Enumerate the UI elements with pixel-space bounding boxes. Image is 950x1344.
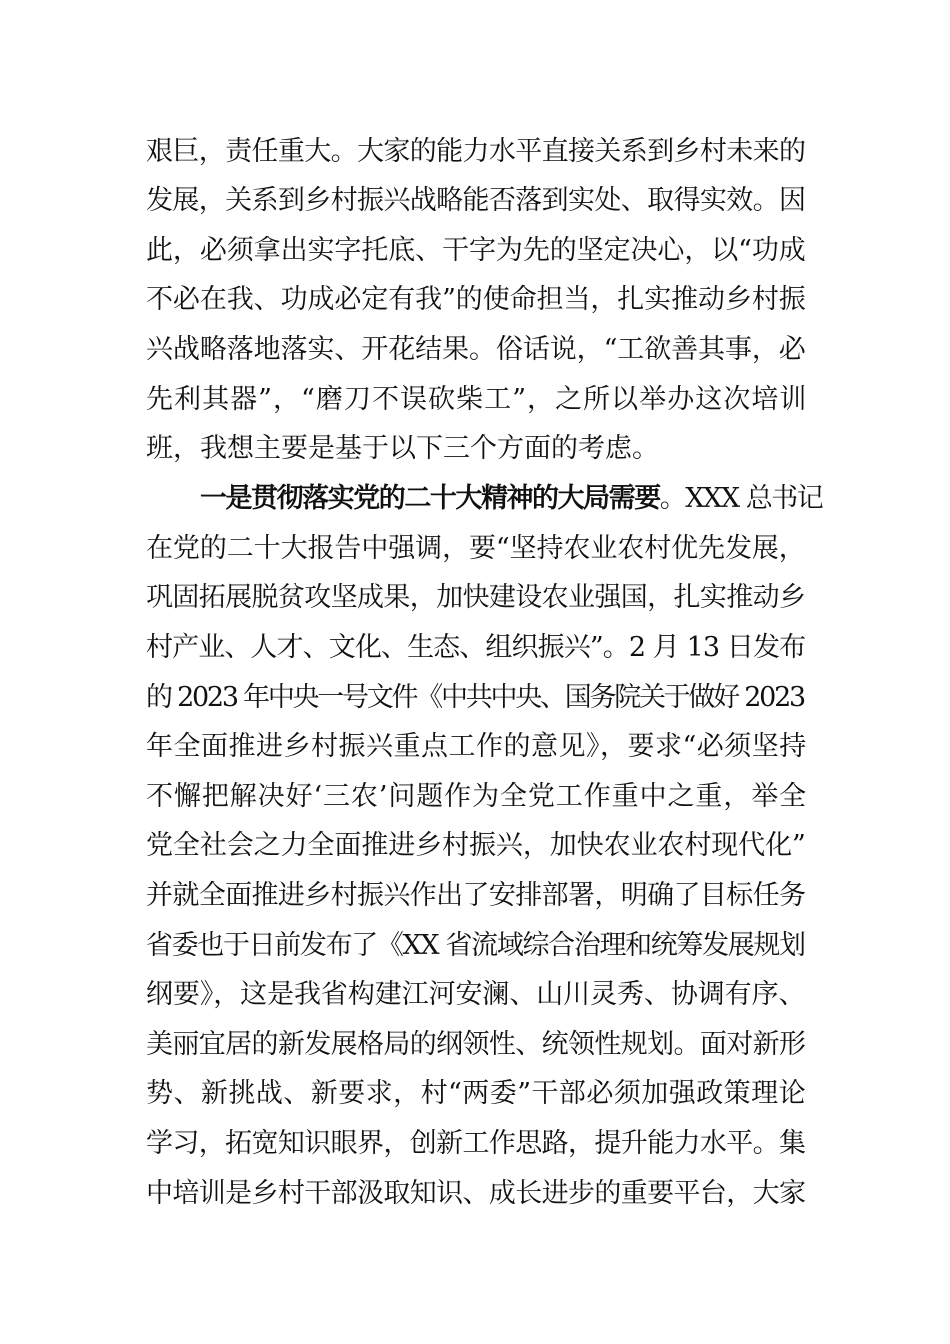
- paragraph-2-line: 势、新挑战、新要求，村“两委”干部必须加强政策理论: [146, 1078, 807, 1109]
- paragraph-2-line: 的 2023 年中央一号文件《中共中央、国务院关于做好 2023: [146, 682, 804, 713]
- paragraph-2-line: 中培训是乡村干部汲取知识、成长进步的重要平台，大家: [146, 1178, 806, 1209]
- paragraph-2-line: 巩固拓展脱贫攻坚成果，加快建设农业强国，扎实推动乡: [146, 582, 806, 613]
- paragraph-2-line: 在党的二十大报告中强调，要“坚持农业农村优先发展，: [146, 533, 806, 564]
- paragraph-2-line: 并就全面推进乡村振兴作出了安排部署，明确了目标任务: [146, 880, 806, 911]
- paragraph-1-line: 先利其器”，“磨刀不误砍柴工”，之所以举办这次培训: [146, 384, 808, 415]
- paragraph-2-line: 不懈把解决好‘三农’问题作为全党工作重中之重，举全: [146, 781, 808, 812]
- paragraph-2-line: 纲要》，这是我省构建江河安澜、山川灵秀、协调有序、: [146, 979, 806, 1010]
- paragraph-1-line: 班，我想主要是基于以下三个方面的考虑。: [146, 433, 659, 464]
- paragraph-1-line: 此，必须拿出实字托底、干字为先的坚定决心，以“功成: [146, 235, 806, 266]
- paragraph-1-line: 艰巨，责任重大。大家的能力水平直接关系到乡村未来的: [146, 136, 806, 167]
- paragraph-1-line: 不必在我、功成必定有我”的使命担当，扎实推动乡村振: [146, 284, 806, 315]
- paragraph-2-first-line: [200, 483, 822, 515]
- paragraph-2-first-line-rest: 。XXX 总书记: [659, 483, 823, 514]
- paragraph-2-line: 美丽宜居的新发展格局的纲领性、统领性规划。面对新形: [146, 1029, 806, 1060]
- paragraph-2-line: 省委也于日前发布了《XX 省流域综合治理和统筹发展规划: [146, 930, 805, 961]
- paragraph-2-line: 学习，拓宽知识眼界，创新工作思路，提升能力水平。集: [146, 1128, 806, 1159]
- paragraph-1-line: 兴战略落地落实、开花结果。俗话说，“工欲善其事，必: [146, 334, 806, 365]
- paragraph-2-line: 党全社会之力全面推进乡村振兴，加快农业农村现代化”: [146, 830, 806, 861]
- paragraph-1-line: 发展，关系到乡村振兴战略能否落到实处、取得实效。因: [146, 185, 806, 216]
- section-heading: 一是贯彻落实党的二十大精神的大局需要: [200, 483, 660, 514]
- paragraph-2-line: 村产业、人才、文化、生态、组织振兴”。2 月 13 日发布: [146, 632, 806, 663]
- paragraph-2-line: 年全面推进乡村振兴重点工作的意见》，要求“必须坚持: [146, 731, 807, 762]
